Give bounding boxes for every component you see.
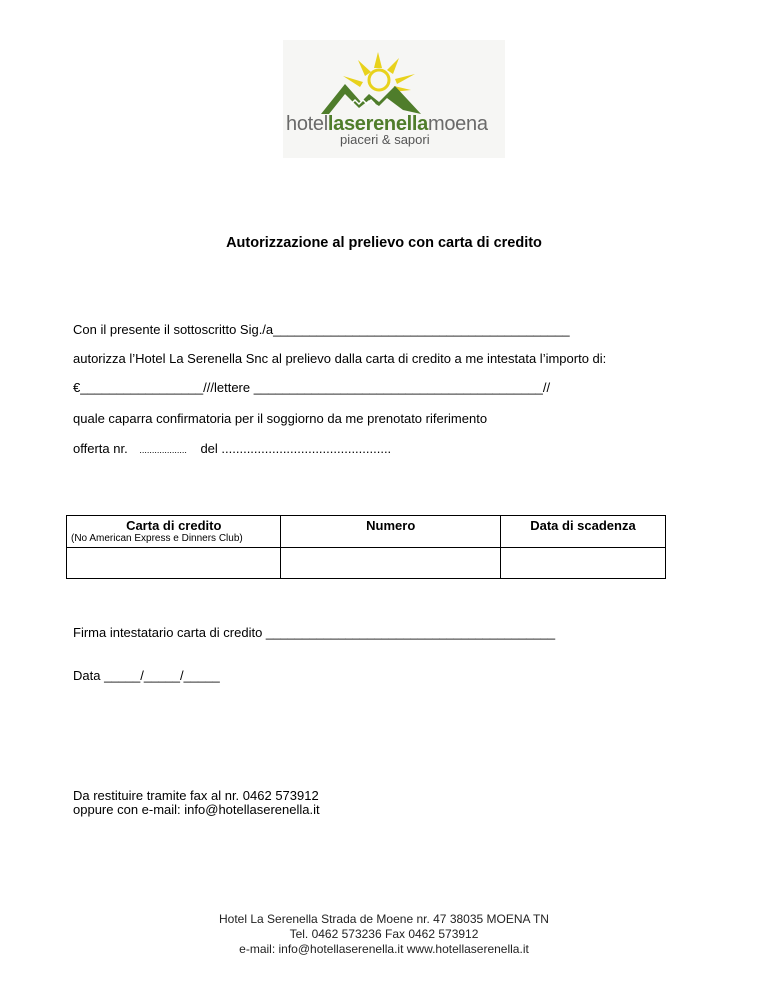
footer-contact: e-mail: info@hotellaserenella.it www.hotellaserenella.it	[239, 942, 529, 956]
header-card	[67, 516, 281, 548]
header-expiry: Data di scadenza	[500, 516, 665, 548]
logo-tagline: piaceri & sapori	[340, 132, 430, 147]
date-line: Data _____/_____/_____	[73, 668, 220, 683]
page-title: Autorizzazione al prelievo con carta di credito	[226, 235, 542, 251]
return-email-line: oppure con e-mail: info@hotellaserenella.it	[73, 802, 320, 817]
body-line-deposit: quale caparra confirmatoria per il soggiorno da me prenotato riferimento	[73, 411, 488, 426]
logo-word-moena: moena	[427, 113, 488, 135]
table-row	[67, 548, 666, 579]
offer-label: offerta nr.	[73, 441, 128, 456]
header-card-note: (No American Express e Dinners Club)	[71, 533, 243, 544]
body-line-amount: €_________________///lettere ________________________________________//	[73, 380, 551, 395]
cell-card[interactable]	[67, 548, 281, 579]
header-number: Numero	[281, 516, 500, 548]
table-header-row	[67, 516, 666, 548]
body-line-name: Con il presente il sottoscritto Sig./a_________________________________________	[73, 322, 570, 337]
body-line-authorization: autorizza l’Hotel La Serenella Snc al prelievo dalla carta di credito a me intestata l’importo di:	[73, 351, 607, 366]
signature-line: Firma intestatario carta di credito ________________________________________	[73, 625, 556, 640]
logo-word-hotel: hotel	[286, 113, 328, 135]
footer-address: Hotel La Serenella Strada de Moene nr. 47 38035 MOENA TN	[219, 912, 549, 926]
offer-date: del ...............................................	[200, 441, 392, 456]
body-line-offer	[73, 441, 391, 456]
return-fax-line: Da restituire tramite fax al nr. 0462 573912	[73, 788, 319, 803]
offer-number-dots: ...................	[139, 445, 187, 455]
cell-expiry[interactable]	[500, 548, 665, 579]
logo-word-laserenella: laserenella	[327, 113, 428, 135]
cell-number[interactable]	[281, 548, 500, 579]
header-card-label: Carta di credito	[126, 518, 222, 533]
footer-phone: Tel. 0462 573236 Fax 0462 573912	[289, 927, 479, 941]
credit-card-table	[66, 515, 666, 579]
